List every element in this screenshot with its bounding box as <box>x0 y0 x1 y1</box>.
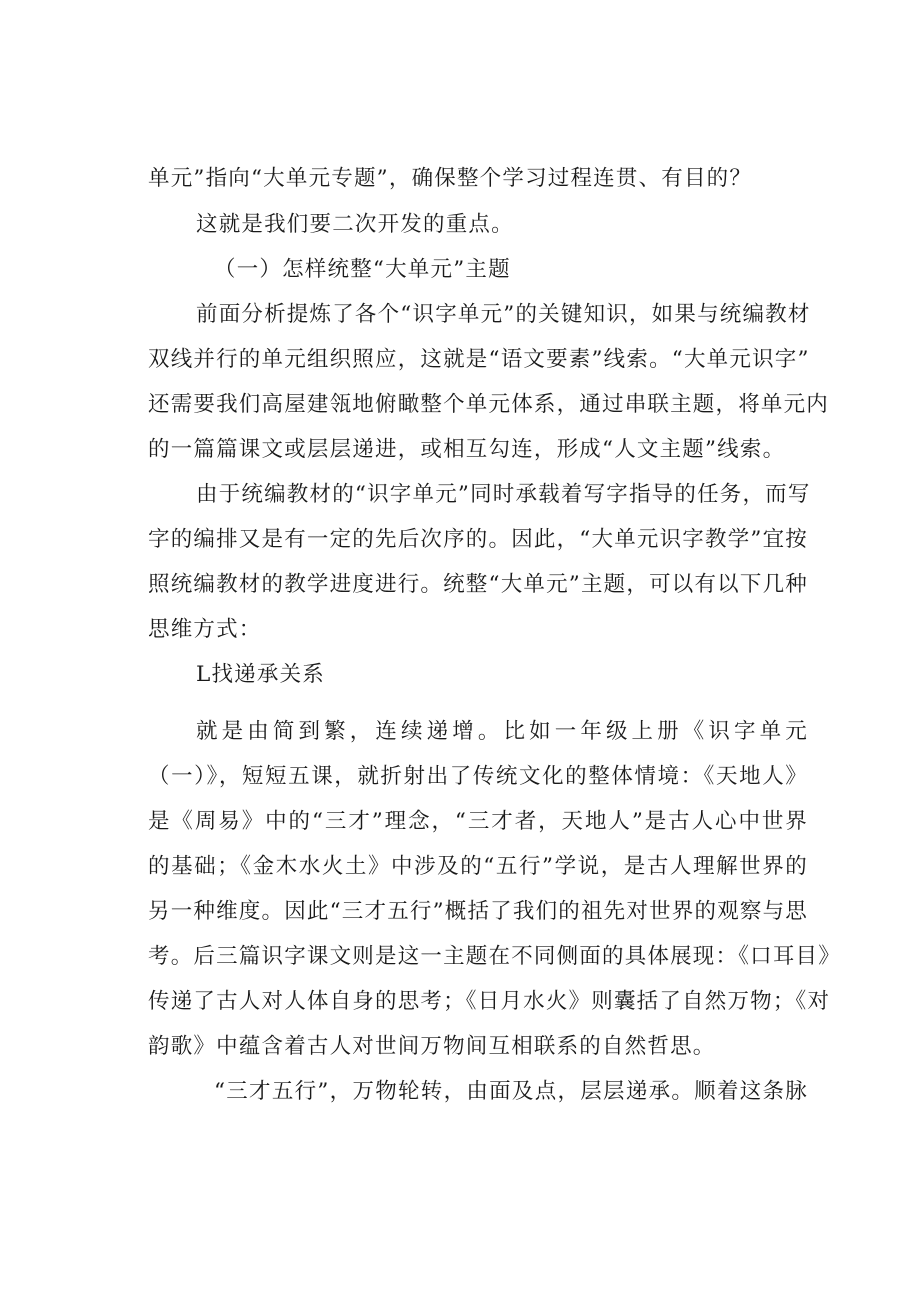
section-heading: （一）怎样统整“大单元”主题 <box>214 257 511 282</box>
paragraph-line: 照统编教材的教学进度进行。统整“大单元”主题，可以有以下几种 <box>148 572 808 597</box>
paragraph-line: （一）》，短短五课，就折射出了传统文化的整体情境：《天地人》 <box>148 764 808 789</box>
subsection-heading: L找递承关系 <box>196 662 325 687</box>
paragraph-line: 单元”指向“大单元专题”，确保整个学习过程连贯、有目的？ <box>148 166 753 191</box>
paragraph-line: 这就是我们要二次开发的重点。 <box>196 212 514 237</box>
paragraph-line: 由于统编教材的“识字单元”同时承载着写字指导的任务，而写 <box>196 482 811 507</box>
paragraph-line: 字的编排又是有一定的先后次序的。因此，“大单元识字教学”宜按 <box>148 527 808 552</box>
paragraph-line: 的基础；《金木水火土》中涉及的“五行”学说，是古人理解世界的 <box>148 854 808 879</box>
paragraph-line: 前面分析提炼了各个“识字单元”的关键知识，如果与统编教材 <box>196 302 811 327</box>
paragraph-line: 思维方式： <box>148 617 262 642</box>
paragraph-line: 的一篇篇课文或层层递进，或相互勾连，形成“人文主题”线索。 <box>148 437 786 462</box>
paragraph-line: 传递了古人对人体自身的思考；《日月水火》则囊括了自然万物；《对 <box>148 989 831 1014</box>
paragraph-line: 韵歌》中蕴含着古人对世间万物间互相联系的自然哲思。 <box>148 1034 716 1059</box>
paragraph-line: “三才五行”，万物轮转，由面及点，层层递承。顺着这条脉 <box>214 1079 808 1104</box>
paragraph-line: 考。后三篇识字课文则是这一主题在不同侧面的具体展现：《口耳目》 <box>148 944 841 969</box>
paragraph-line: 还需要我们高屋建瓴地俯瞰整个单元体系，通过串联主题，将单元内 <box>148 392 830 417</box>
paragraph-line: 另一种维度。因此“三才五行”概括了我们的祖先对世界的观察与思 <box>148 899 808 924</box>
paragraph-line: 就是由简到繁，连续递增。比如一年级上册《识字单元 <box>196 719 808 744</box>
paragraph-line: 双线并行的单元组织照应，这就是“语文要素”线索。“大单元识字” <box>148 347 810 372</box>
paragraph-line: 是《周易》中的“三才”理念，“三才者，天地人”是古人心中世界 <box>148 809 808 834</box>
